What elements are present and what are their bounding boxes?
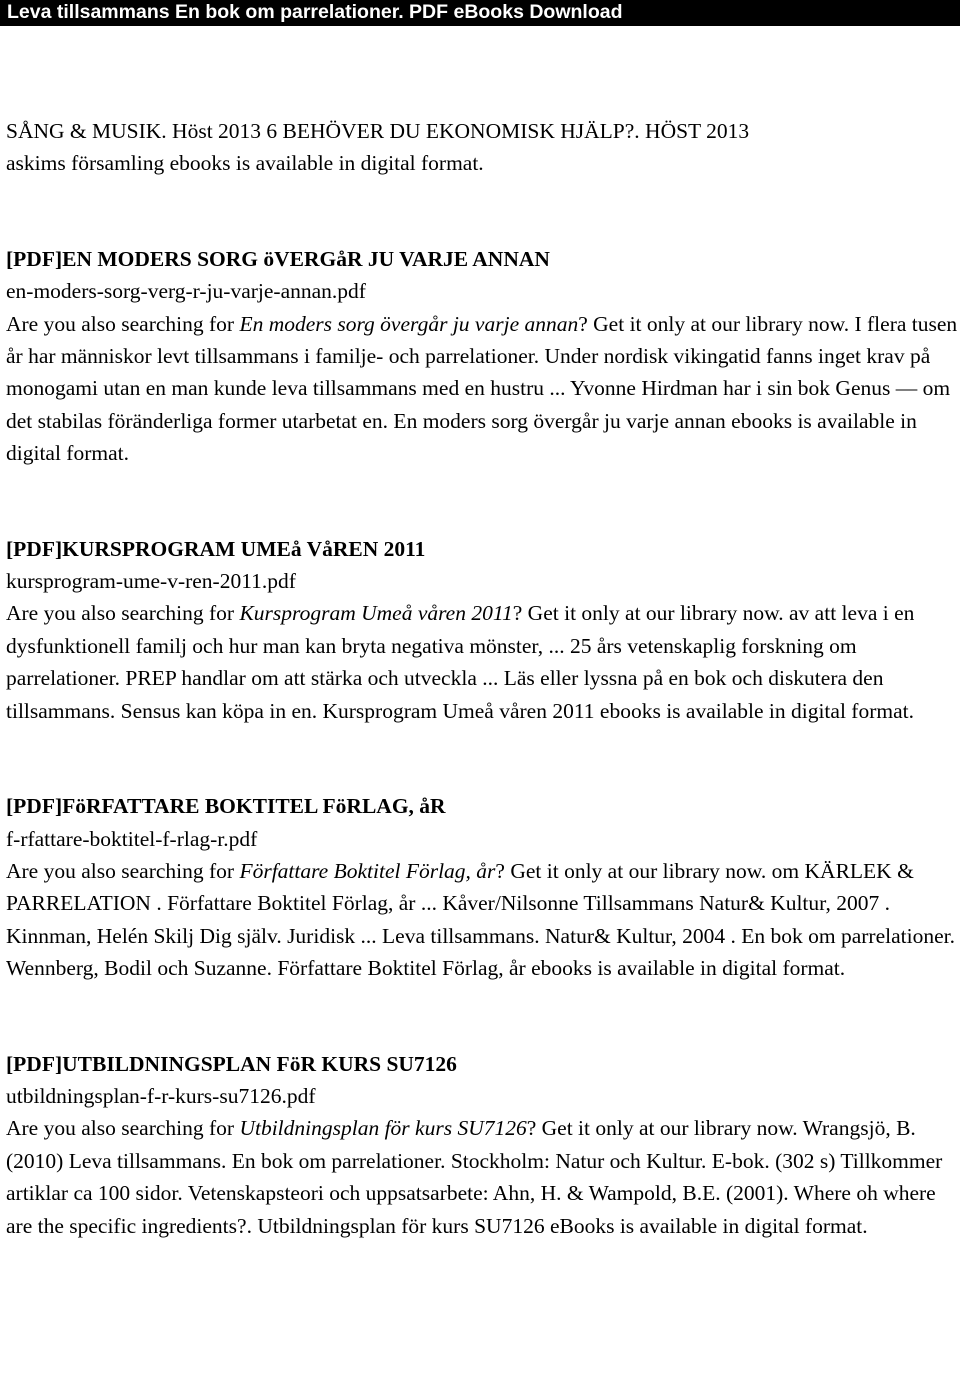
- question-prefix: Are you also searching for: [6, 1116, 240, 1141]
- question-prefix: Are you also searching for: [6, 858, 240, 883]
- question-suffix: ? Get it only at our library now.: [526, 1116, 798, 1141]
- result-filename: kursprogram-ume-v-ren-2011.pdf: [6, 569, 296, 594]
- result-title[interactable]: [PDF]EN MODERS SORG öVERGåR JU VARJE ANNAN: [6, 246, 550, 271]
- result-text: [6, 855, 958, 985]
- result-title[interactable]: [PDF]KURSPROGRAM UMEå VåREN 2011: [6, 536, 426, 561]
- result-text: [6, 1112, 958, 1242]
- result-body: av att leva i en dysfunktionell familj och hur man kan bryta negativa mönster, ... 25 års vetenskaplig forskning om parrelationer. PREP handlar om att stärka och utveckla ... Läs eller lyssna på en bok och diskutera den tillsammans. Sensus kan köpa in en. Kursprogram Umeå våren 2011 ebooks is available in digital format.: [6, 601, 915, 723]
- page-header: [0, 0, 960, 26]
- result-text: [6, 308, 958, 470]
- question-prefix: Are you also searching for: [6, 601, 240, 626]
- result-body: om KÄRLEK & PARRELATION . Författare Boktitel Förlag, år ... Kåver/Nilsonne Tillsammans Natur& Kultur, 2007 . Kinnman, Helén Skilj Dig själv. Juridisk ... Leva tillsammans. Natur& Kultur, 2004 . En bok om parrelationer. Wennberg, Bodil och Suzanne. Författare Boktitel Förlag, år ebooks is available in digital format.: [6, 858, 955, 981]
- result-text: [6, 597, 958, 727]
- question-suffix: ? Get it only at our library now.: [512, 601, 784, 626]
- result-title[interactable]: [PDF]FöRFATTARE BOKTITEL FöRLAG, åR: [6, 794, 446, 819]
- result-section: [6, 533, 958, 727]
- document-content: [6, 115, 958, 1305]
- header-title: Leva tillsammans En bok om parrelationer. PDF eBooks Download: [7, 1, 623, 23]
- intro-line-1: SÅNG & MUSIK. Höst 2013 6 BEHÖVER DU EKONOMISK HJÄLP?. HÖST 2013: [6, 119, 750, 143]
- result-title[interactable]: [PDF]UTBILDNINGSPLAN FöR KURS SU7126: [6, 1051, 457, 1076]
- result-query: Utbildningsplan för kurs SU7126: [239, 1116, 527, 1141]
- result-query: En moders sorg övergår ju varje annan: [239, 311, 579, 336]
- intro-line-2: askims församling ebooks is available in digital format.: [6, 151, 484, 176]
- result-section: [6, 790, 958, 984]
- result-body: I flera tusen år har människor levt tillsammans i familje- och parrelationer. Under nordisk vikingatid fanns inget krav på monogami utan en man kunde leva tillsammans med en hustru ... Yvonne Hirdman har i sin bok Genus — om det stabilas föränderliga former utarbetat en. En moders sorg övergår ju varje annan ebooks is available in digital format.: [6, 311, 958, 466]
- result-filename: en-moders-sorg-verg-r-ju-varje-annan.pdf: [6, 279, 366, 304]
- question-suffix: ? Get it only at our library now.: [495, 858, 767, 883]
- result-body: Wrangsjö, B. (2010) Leva tillsammans. En bok om parrelationer. Stockholm: Natur och Kultur. E-bok. (302 s) Tillkommer artiklar ca 100 sidor. Vetenskapsteori och uppsatsarbete: Ahn, H. & Wampold, B.E. (2001). Where oh where are the specific ingredients?. Utbildningsplan för kurs SU7126 eBooks is available in digital format.: [6, 1116, 943, 1238]
- question-prefix: Are you also searching for: [6, 311, 240, 336]
- question-suffix: ? Get it only at our library now.: [578, 311, 850, 336]
- result-section: [6, 1048, 958, 1242]
- intro-section: [6, 115, 958, 180]
- result-filename: utbildningsplan-f-r-kurs-su7126.pdf: [6, 1083, 316, 1108]
- result-filename: f-rfattare-boktitel-f-rlag-r.pdf: [6, 826, 258, 851]
- result-query: Kursprogram Umeå våren 2011: [239, 601, 513, 626]
- result-section: [6, 243, 958, 470]
- result-query: Författare Boktitel Förlag, år: [239, 858, 496, 883]
